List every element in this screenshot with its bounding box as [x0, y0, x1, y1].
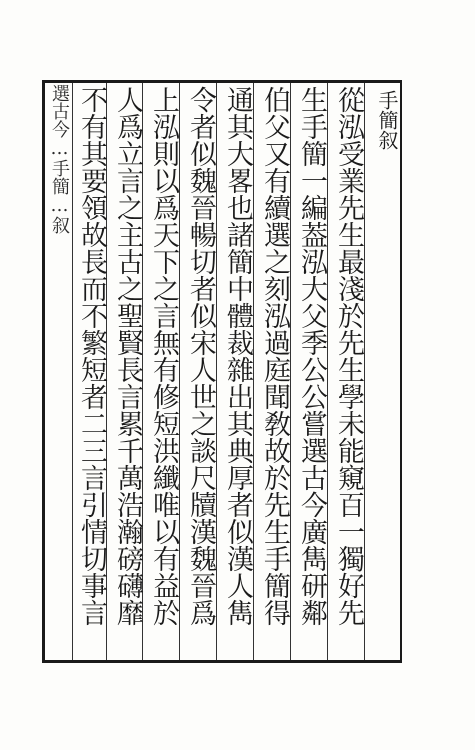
text-column-4: 通其大畧也諸簡中體裁雜出其典厚者似漢人雋 [222, 86, 253, 626]
frame-right-border [400, 80, 402, 663]
page-title: 手簡叙 [375, 90, 399, 150]
frame-bottom-border [42, 660, 402, 663]
text-column-1: 從泓受業先生最淺於先生學未能窺百一獨好先 [333, 86, 364, 626]
text-column-7: 人爲立言之主古之聖賢長言累千萬浩瀚磅礴靡 [112, 86, 143, 626]
column-divider [72, 83, 73, 660]
frame-left-border [42, 80, 45, 663]
text-column-2: 生手簡一編葢泓大父季公公嘗選古今廣雋研鄰 [296, 86, 327, 626]
text-column-8: 不有其要領故長而不繁短者二三言引情切事言 [76, 86, 107, 626]
frame-top-border [42, 80, 402, 83]
text-column-3: 伯父又有續選之刻泓過庭聞敎故於先生手簡得 [259, 86, 290, 626]
text-column-5: 令者似魏晉暢切者似宋人世之談尺牘漢魏晉爲 [185, 86, 216, 626]
text-column-6: 上泓則以爲天下之言無有修短洪纖唯以有益於 [148, 86, 179, 626]
spine-label: 選古今…手簡…叙 [49, 84, 70, 234]
